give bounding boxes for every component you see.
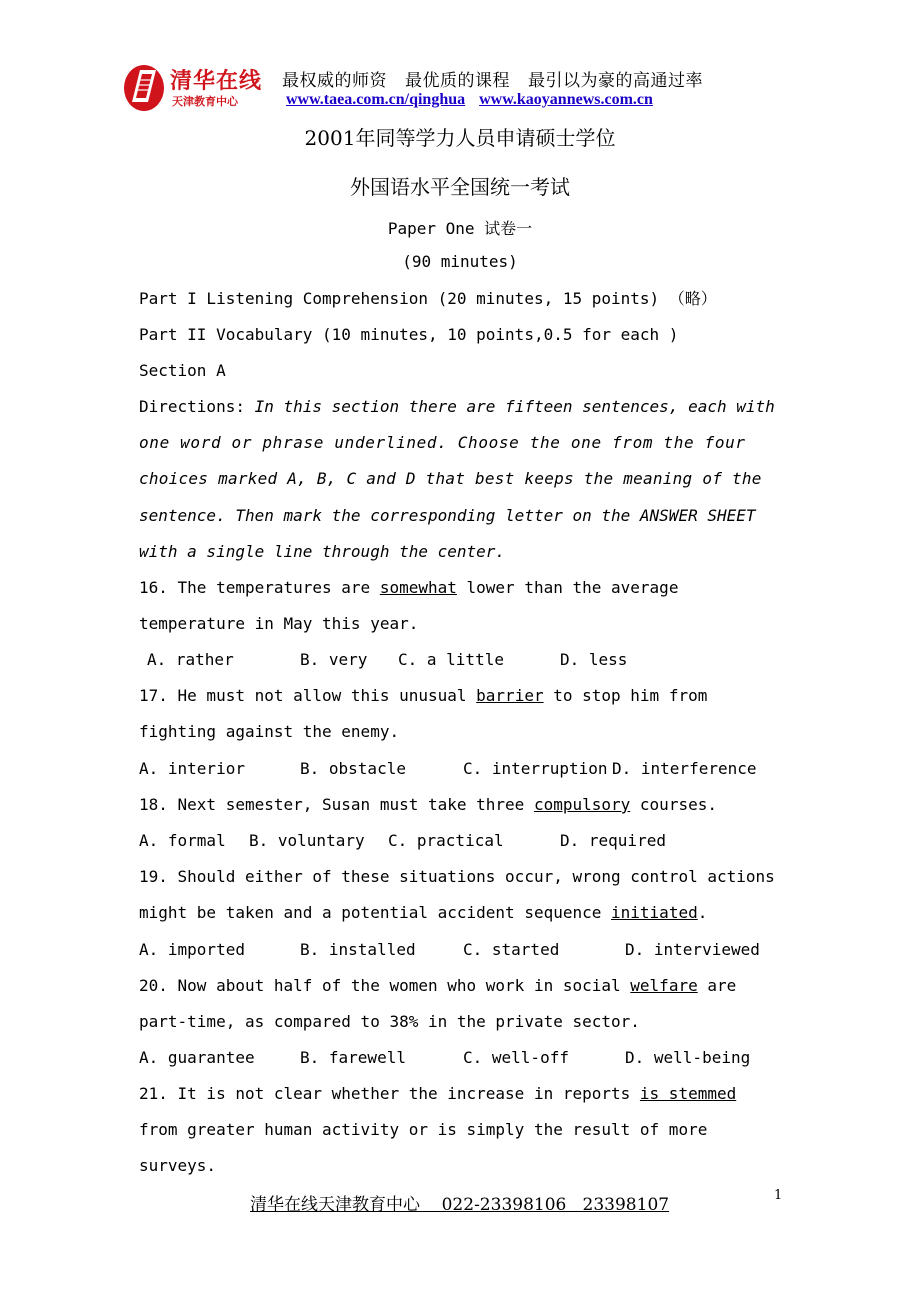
- q19-option-a: A. imported: [139, 940, 245, 959]
- q16-option-c: C. a little: [398, 650, 504, 669]
- question-21-stem: [139, 1084, 736, 1104]
- stem-text: to stop him from: [543, 686, 708, 705]
- question-17-cont: fighting against the enemy.: [139, 722, 400, 741]
- part2-heading: Part II Vocabulary (10 minutes, 10 points,0.5 for each ): [139, 325, 679, 344]
- logo-text: 清华在线: [170, 69, 263, 94]
- link-kaoyannews[interactable]: www.kaoyannews.com.cn: [479, 91, 653, 108]
- q17-option-c: C. interruption: [463, 759, 608, 778]
- question-16-cont: temperature in May this year.: [139, 614, 419, 633]
- logo: [122, 62, 272, 114]
- exam-title-line2: 外国语水平全国统一考试: [350, 175, 570, 199]
- q17-option-b: B. obstacle: [300, 759, 406, 778]
- q19-option-d: D. interviewed: [625, 940, 760, 959]
- question-21-cont2: surveys.: [139, 1156, 217, 1175]
- stem-text: 21. It is not clear whether the increase in reports: [139, 1084, 640, 1103]
- underlined-word: welfare: [630, 976, 698, 995]
- q20-option-d: D. well-being: [625, 1048, 751, 1067]
- question-21-cont: from greater human activity or is simply the result of more: [139, 1120, 708, 1139]
- directions-line-4: sentence. Then mark the corresponding letter on the ANSWER SHEET: [139, 506, 756, 525]
- underlined-word: barrier: [476, 686, 544, 705]
- stem-text: lower than the average: [456, 578, 679, 597]
- q16-option-b: B. very: [300, 650, 368, 669]
- stem-text: 16. The temperatures are: [139, 578, 380, 597]
- directions-line-1: [139, 397, 775, 417]
- underlined-word: somewhat: [379, 578, 457, 597]
- directions-line-5: with a single line through the center.: [139, 542, 506, 561]
- question-17-stem: [139, 686, 707, 706]
- stem-text: courses.: [630, 795, 717, 814]
- slogan-2: 最优质的课程: [405, 71, 510, 91]
- q16-option-a: A. rather: [147, 650, 234, 669]
- question-16-stem: [139, 578, 678, 598]
- header-links: [286, 91, 667, 109]
- slogan-3: 最引以为豪的高通过率: [528, 71, 703, 91]
- page-number: 1: [774, 1188, 783, 1203]
- stem-text: .: [697, 903, 708, 922]
- q17-option-d: D. interference: [612, 759, 757, 778]
- q18-option-a: A. formal: [139, 831, 226, 850]
- q18-option-d: D. required: [560, 831, 666, 850]
- stem-text: are: [697, 976, 737, 995]
- question-20-cont: part-time, as compared to 38% in the private sector.: [139, 1012, 640, 1031]
- q18-option-b: B. voluntary: [249, 831, 365, 850]
- underlined-word: initiated: [611, 903, 698, 922]
- stem-text: 18. Next semester, Susan must take three: [139, 795, 534, 814]
- exam-title-line1: 2001年同等学力人员申请硕士学位: [304, 126, 616, 150]
- q20-option-c: C. well-off: [463, 1048, 569, 1067]
- underlined-word: is stemmed: [639, 1084, 737, 1103]
- question-19-cont: [139, 903, 707, 923]
- underlined-word: compulsory: [533, 795, 631, 814]
- q16-option-d: D. less: [560, 650, 628, 669]
- footer-contact: 清华在线天津教育中心 022-23398106 23398107: [250, 1195, 670, 1215]
- q19-option-c: C. started: [463, 940, 560, 959]
- paper-label: Paper One 试卷一: [387, 219, 533, 238]
- logo-subtext: 天津教育中心: [172, 95, 238, 108]
- q17-option-a: A. interior: [139, 759, 245, 778]
- q19-option-b: B. installed: [300, 940, 416, 959]
- link-taea[interactable]: www.taea.com.cn/qinghua: [286, 91, 466, 108]
- part1-heading: Part I Listening Comprehension (20 minutes, 15 points) （略）: [139, 289, 717, 308]
- directions-text: In this section there are fifteen sentences, each with: [244, 397, 775, 416]
- question-19-stem: 19. Should either of these situations occur, wrong control actions: [139, 867, 775, 886]
- slogan: [282, 66, 703, 91]
- stem-text: 17. He must not allow this unusual: [139, 686, 477, 705]
- q18-option-c: C. practical: [388, 831, 504, 850]
- q20-option-b: B. farewell: [300, 1048, 406, 1067]
- question-20-stem: [139, 976, 736, 996]
- section-heading: Section A: [139, 361, 226, 380]
- slogan-1: 最权威的师资: [282, 71, 387, 91]
- question-18-stem: [139, 795, 717, 815]
- stem-text: 20. Now about half of the women who work in social: [139, 976, 631, 995]
- stem-text: might be taken and a potential accident sequence: [139, 903, 612, 922]
- duration: (90 minutes): [402, 252, 518, 271]
- directions-line-2: one word or phrase underlined. Choose the one from the four: [139, 433, 746, 452]
- directions-line-3: choices marked A, B, C and D that best keeps the meaning of the: [139, 469, 762, 488]
- q20-option-a: A. guarantee: [139, 1048, 255, 1067]
- directions-label: Directions:: [139, 397, 245, 416]
